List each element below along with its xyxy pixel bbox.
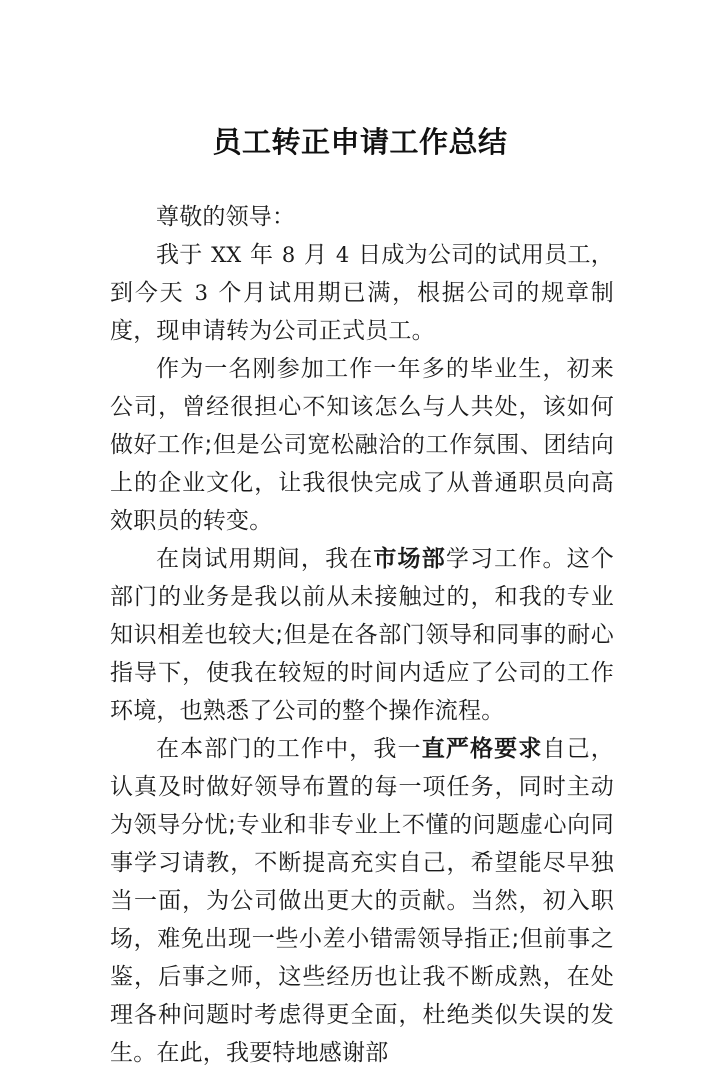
document-body: [110, 198, 614, 1072]
body-paragraph-3: 在岗试用期间，我在市场部学习工作。这个部门的业务是我以前从未接触过的，和我的专业知识相差也较大;但是在各部门领导和同事的耐心指导下，使我在较短的时间内适应了公司的工作环境，也熟悉了公司的整个操作流程。: [110, 546, 614, 724]
body-paragraph-4: 在本部门的工作中，我一直严格要求自己，认真及时做好领导布置的每一项任务，同时主动为领导分忧;专业和非专业上不懂的问题虚心向同事学习请教，不断提高充实自己，希望能尽早独当一面，为公司做出更大的贡献。当然，初入职场，难免出现一些小差小错需领导指正;但前事之鉴，后事之师，这些经历也让我不断成熟，在处理各种问题时考虑得更全面，杜绝类似失误的发生。在此，我要特地感谢部: [110, 736, 615, 1066]
page-title: 员工转正申请工作总结: [212, 125, 508, 160]
emphasis-text: 直严格要求: [421, 736, 543, 762]
emphasis-text: 市场部: [373, 546, 446, 572]
salutation-paragraph: 尊敬的领导：: [156, 204, 296, 230]
latin-run: 8: [281, 243, 296, 267]
latin-run: 3: [194, 281, 209, 305]
latin-run: XX: [211, 243, 242, 267]
latin-run: 4: [335, 243, 350, 267]
body-paragraph-1: 我于 XX 年 8 月 4 日成为公司的试用员工，到今天 3 个月试用期已满，根据公司的规章制度，现申请转为公司正式员工。: [110, 242, 614, 344]
body-paragraph-2: 作为一名刚参加工作一年多的毕业生，初来公司，曾经很担心不知该怎么与人共处，该如何做好工作;但是公司宽松融洽的工作氛围、团结向上的企业文化，让我很快完成了从普通职员向高效职员的转变。: [110, 356, 614, 534]
